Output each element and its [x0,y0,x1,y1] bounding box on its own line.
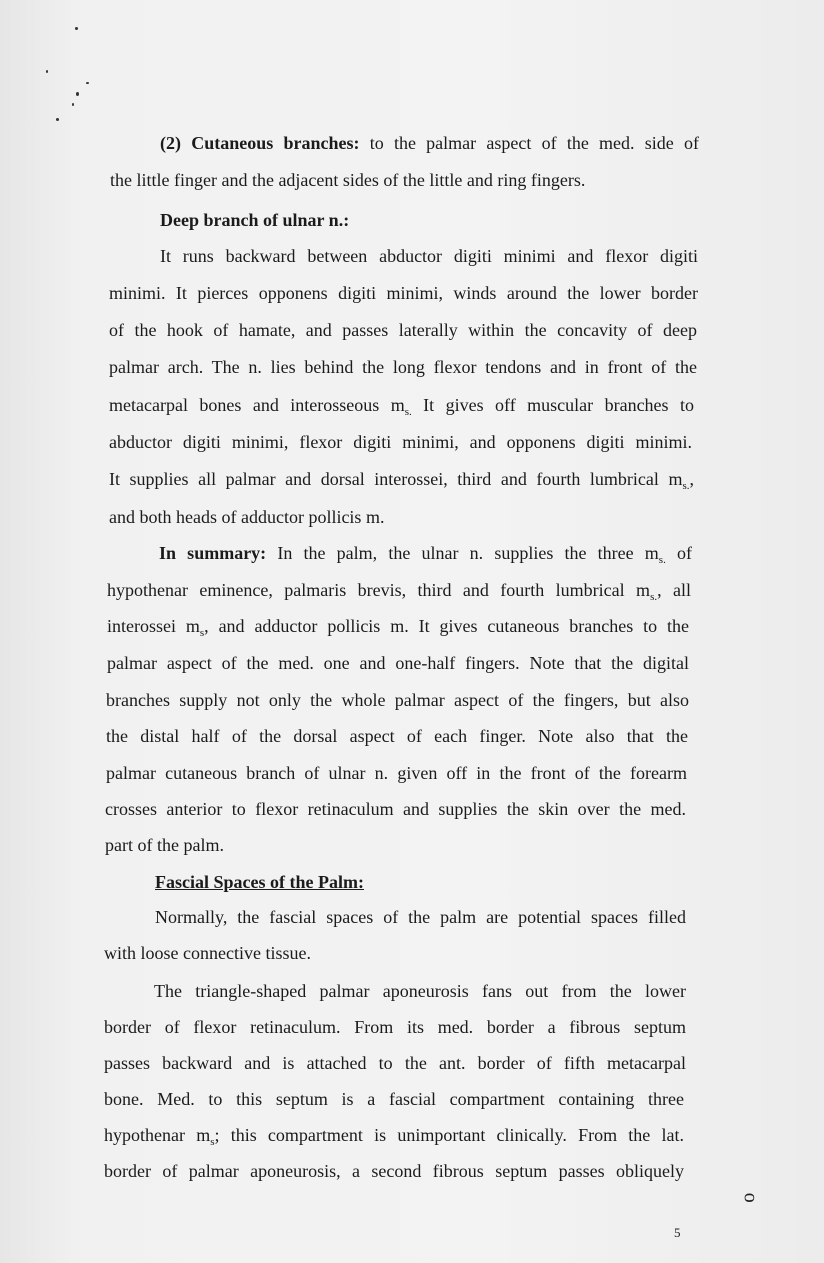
text-line [160,131,699,155]
fascial-spaces-heading: Fascial Spaces of the Palm: [155,872,364,892]
text-line: border of palmar aponeurosis, a second fibrous septum passes obliquely [104,1161,684,1181]
text-line: abductor digiti minimi, flexor digiti minimi, and opponens digiti minimi. [109,432,692,452]
cutaneous-branches-heading: (2) Cutaneous branches: [160,133,360,153]
text-run: hypothenar m [104,1125,211,1145]
text-line [109,467,694,491]
scan-speck [86,82,89,84]
text-line [104,1123,684,1147]
text-run: It supplies all palmar and dorsal interossei, third and fourth lumbrical m [109,469,683,489]
text-line: palmar aspect of the med. one and one-half fingers. Note that the digital [107,653,689,673]
text-line: of the hook of hamate, and passes laterally within the concavity of deep [109,320,697,340]
text-run: It gives off muscular branches to [411,395,694,415]
text-run: , [689,469,694,489]
deep-branch-heading: Deep branch of ulnar n.: [160,210,350,230]
text-line [107,614,689,638]
text-line: crosses anterior to flexor retinaculum and supplies the skin over the med. [105,799,686,819]
scan-speck [56,118,59,121]
text-line: The triangle-shaped palmar aponeurosis fans out from the lower [154,981,686,1001]
text-run: hypothenar eminence, palmaris brevis, third and fourth lumbrical m [107,580,651,600]
text-run: interossei m [107,616,200,636]
scan-speck [72,103,74,106]
text-line [159,541,692,565]
text-run: to the palmar aspect of the med. side of [359,133,699,153]
text-run: , and adductor pollicis m. It gives cutaneous branches to the [204,616,689,636]
scan-speck [76,92,79,96]
subscript: s [199,627,205,639]
subscript: s. [404,406,412,418]
text-line: passes backward and is attached to the ant. border of fifth metacarpal [104,1053,686,1073]
text-run: metacarpal bones and interosseous m [109,395,405,415]
margin-mark: ᴑ [744,1185,755,1207]
text-line: palmar cutaneous branch of ulnar n. given off in the front of the forearm [106,763,687,783]
text-run: In the palm, the ulnar n. supplies the three m [266,543,659,563]
text-line: minimi. It pierces opponens digiti minimi, winds around the lower border [109,283,698,303]
subscript: s [210,1136,215,1148]
subscript: s. [682,480,690,492]
subscript: s. [650,591,658,603]
text-line: part of the palm. [105,835,224,855]
text-run: , all [657,580,692,600]
text-line: It runs backward between abductor digiti minimi and flexor digiti [160,246,698,266]
subscript: s. [658,554,666,566]
text-line: palmar arch. The n. lies behind the long flexor tendons and in front of the [109,357,697,377]
text-line [109,393,694,417]
text-line: Normally, the fascial spaces of the palm are potential spaces filled [155,907,686,927]
scan-speck [46,70,48,73]
text-line: the little finger and the adjacent sides of the little and ring fingers. [110,170,586,190]
text-line: bone. Med. to this septum is a fascial compartment containing three [104,1089,684,1109]
text-line: border of flexor retinaculum. From its med. border a fibrous septum [104,1017,686,1037]
summary-heading: In summary: [159,543,267,563]
text-run: of [665,543,692,563]
text-line [107,578,691,602]
text-line: with loose connective tissue. [104,943,311,963]
text-line: the distal half of the dorsal aspect of each finger. Note also that the [106,726,688,746]
page-number: 5 [674,1225,681,1240]
text-run: ; this compartment is unimportant clinically. From the lat. [214,1125,684,1145]
scan-speck [75,27,78,30]
text-line: branches supply not only the whole palmar aspect of the fingers, but also [106,690,689,710]
text-line: and both heads of adductor pollicis m. [109,507,385,527]
